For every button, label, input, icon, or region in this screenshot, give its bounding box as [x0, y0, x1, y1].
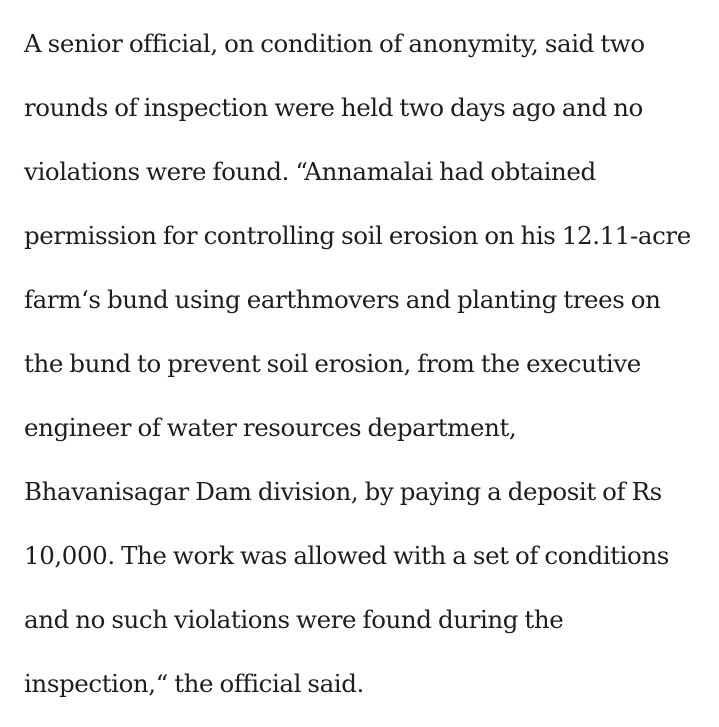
article-body: [24, 12, 708, 716]
text-line: 10,000. The work was allowed with a set of conditions: [24, 541, 669, 570]
text-line: A senior official, on condition of anonymity, said two: [24, 29, 645, 58]
article-paragraph: [24, 12, 708, 716]
text-line: inspection,“ the official said.: [24, 669, 364, 698]
text-line: and no such violations were found during the: [24, 605, 564, 634]
text-line: Bhavanisagar Dam division, by paying a deposit of Rs: [24, 477, 662, 506]
text-line: permission for controlling soil erosion on his 12.11-acre: [24, 221, 691, 250]
text-line: rounds of inspection were held two days ago and no: [24, 93, 643, 122]
text-line: farm‘s bund using earthmovers and planting trees on: [24, 285, 661, 314]
text-line: violations were found. “Annamalai had obtained: [24, 157, 596, 186]
text-line: engineer of water resources department,: [24, 413, 517, 442]
text-line: the bund to prevent soil erosion, from the executive: [24, 349, 641, 378]
